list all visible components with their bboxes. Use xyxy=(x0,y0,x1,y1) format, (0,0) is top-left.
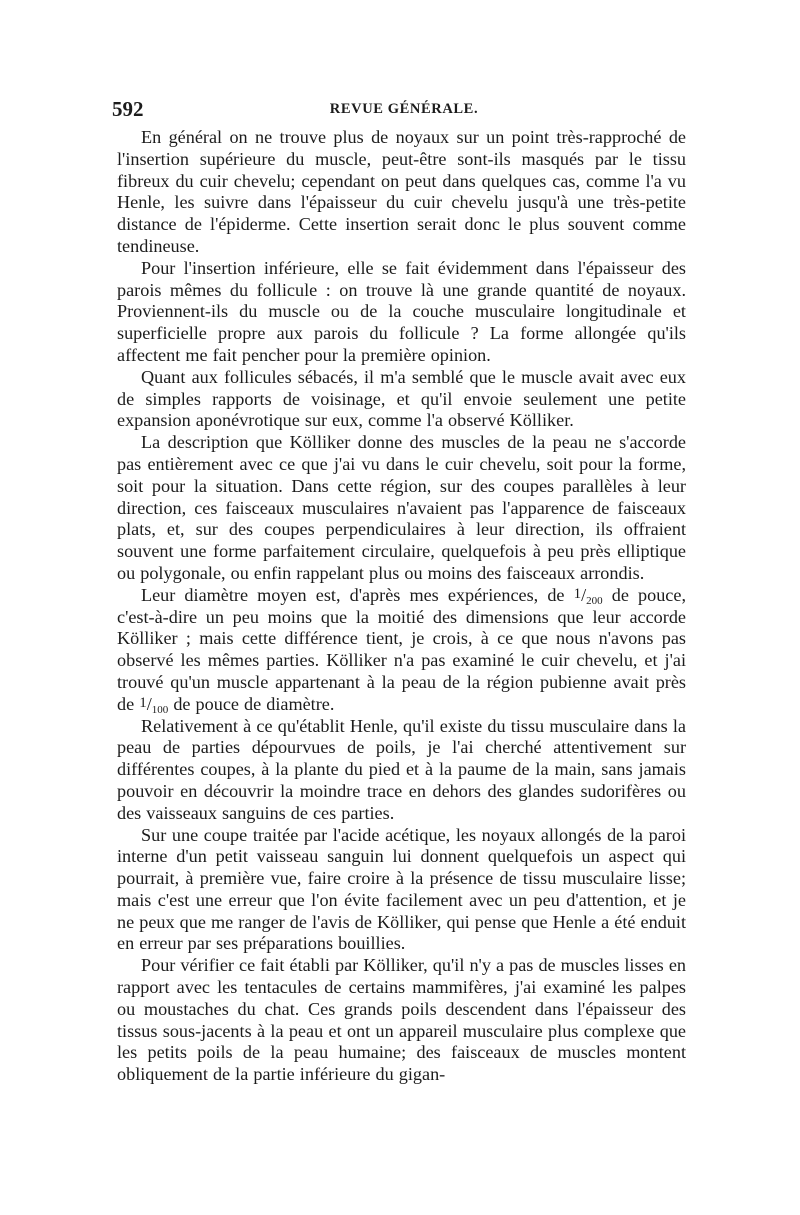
fraction-numerator: 1 xyxy=(139,694,147,711)
paragraph: Relativement à ce qu'établit Henle, qu'il existe du tissu musculaire dans la peau de parties dépourvues de poils, je l'ai cherché attentivement sur différentes coupes, à la plante du pied et à la paume de la main, sans jamais pouvoir en découvrir la moindre trace en dehors des glandes sudorifères ou des vaisseaux sanguins de ces parties. xyxy=(117,715,686,823)
page-header xyxy=(112,97,696,127)
page-number: 592 xyxy=(112,97,144,121)
paragraph: Leur diamètre moyen est, d'après mes expériences, de $1/_{200}$ de pouce, c'est-à-dire un peu moins que la moitié des dimensions que leur accorde Kölliker ; mais cette différence tient, je crois, à ce que nous n'avons pas observé les mêmes parties. Kölliker n'a pas examiné le cuir chevelu, et j'ai trouvé qu'un muscle appartenant à la peau de la région pubienne avait près de $1/_{100}$ de pouce de diamètre. xyxy=(117,584,686,716)
paragraph: Sur une coupe traitée par l'acide acétique, les noyaux allongés de la paroi interne d'un petit vaisseau sanguin lui donnent quelquefois un aspect qui pourrait, à première vue, faire croire à la présence de tissu musculaire lisse; mais c'est une erreur que l'on évite facilement avec un peu d'attention, et je ne peux que me ranger de l'avis de Kölliker, qui pense que Henle a été enduit en erreur par ses préparations bouillies. xyxy=(117,824,686,954)
paragraph: Pour l'insertion inférieure, elle se fait évidemment dans l'épaisseur des parois mêmes du follicule : on trouve là une grande quantité de noyaux. Proviennent-ils du muscle ou de la couche musculaire longitudinale et superficielle propre aux parois du follicule ? La forme allongée qu'ils affectent me fait pencher pour la première opinion. xyxy=(117,257,686,365)
paragraph: La description que Kölliker donne des muscles de la peau ne s'accorde pas entièrement avec ce que j'ai vu dans le cuir chevelu, soit pour la forme, soit pour la situation. Dans cette région, sur des coupes parallèles à leur direction, ces faisceaux musculaires n'avaient pas l'apparence de faisceaux plats, et, sur des coupes perpendiculaires à leur direction, ils offraient souvent une forme parfaitement circulaire, quelquefois à peu près elliptique ou polygonale, ou enfin rappelant plus ou moins des faisceaux arrondis. xyxy=(117,432,686,583)
paragraph: Pour vérifier ce fait établi par Kölliker, qu'il n'y a pas de muscles lisses en rapport avec les tentacules de certains mammifères, j'ai examiné les palpes ou moustaches du chat. Ces grands poils descendent dans l'épaisseur des tissus sous-jacents à la peau et ont un appareil musculaire plus complexe que les petits poils de la peau humaine; des faisceaux de muscles montent obliquement de la partie inférieure du gigan- xyxy=(117,955,686,1085)
text-run: de pouce, c'est-à-dire un peu moins que la moitié des dimensions que leur accorde Kölliker ; mais cette différence tient, je crois, à ce que nous n'avons pas observé les mêmes parties. Kölliker n'a pas examiné le cuir chevelu, et j'ai trouvé qu'un muscle appartenant à la peau de la région pubienne avait près de xyxy=(117,584,686,714)
running-title: REVUE GÉNÉRALE. xyxy=(329,101,479,117)
paragraph: En général on ne trouve plus de noyaux sur un point très-rapproché de l'insertion supérieure du muscle, peut-être sont-ils masqués par le tissu fibreux du cuir chevelu; cependant on peut dans quelques cas, comme l'a vu Henle, les suivre dans l'épaisseur du cuir chevelu jusqu'à une très-petite distance de l'épiderme. Cette insertion serait donc le plus souvent comme tendineuse. xyxy=(117,127,686,256)
fraction-denominator: 100 xyxy=(151,703,169,716)
paragraph: Quant aux follicules sébacés, il m'a semblé que le muscle avait avec eux de simples rapports de voisinage, et qu'il envoie seulement une petite expansion aponévrotique sur eux, comme l'a observé Kölliker. xyxy=(117,366,686,431)
text-run: de pouce de diamètre. xyxy=(168,693,335,714)
text-run: Leur diamètre moyen est, d'après mes expériences, de xyxy=(141,584,574,605)
fraction-numerator: 1 xyxy=(573,585,582,602)
body-text xyxy=(117,127,686,1086)
fraction-denominator: 200 xyxy=(586,594,603,607)
